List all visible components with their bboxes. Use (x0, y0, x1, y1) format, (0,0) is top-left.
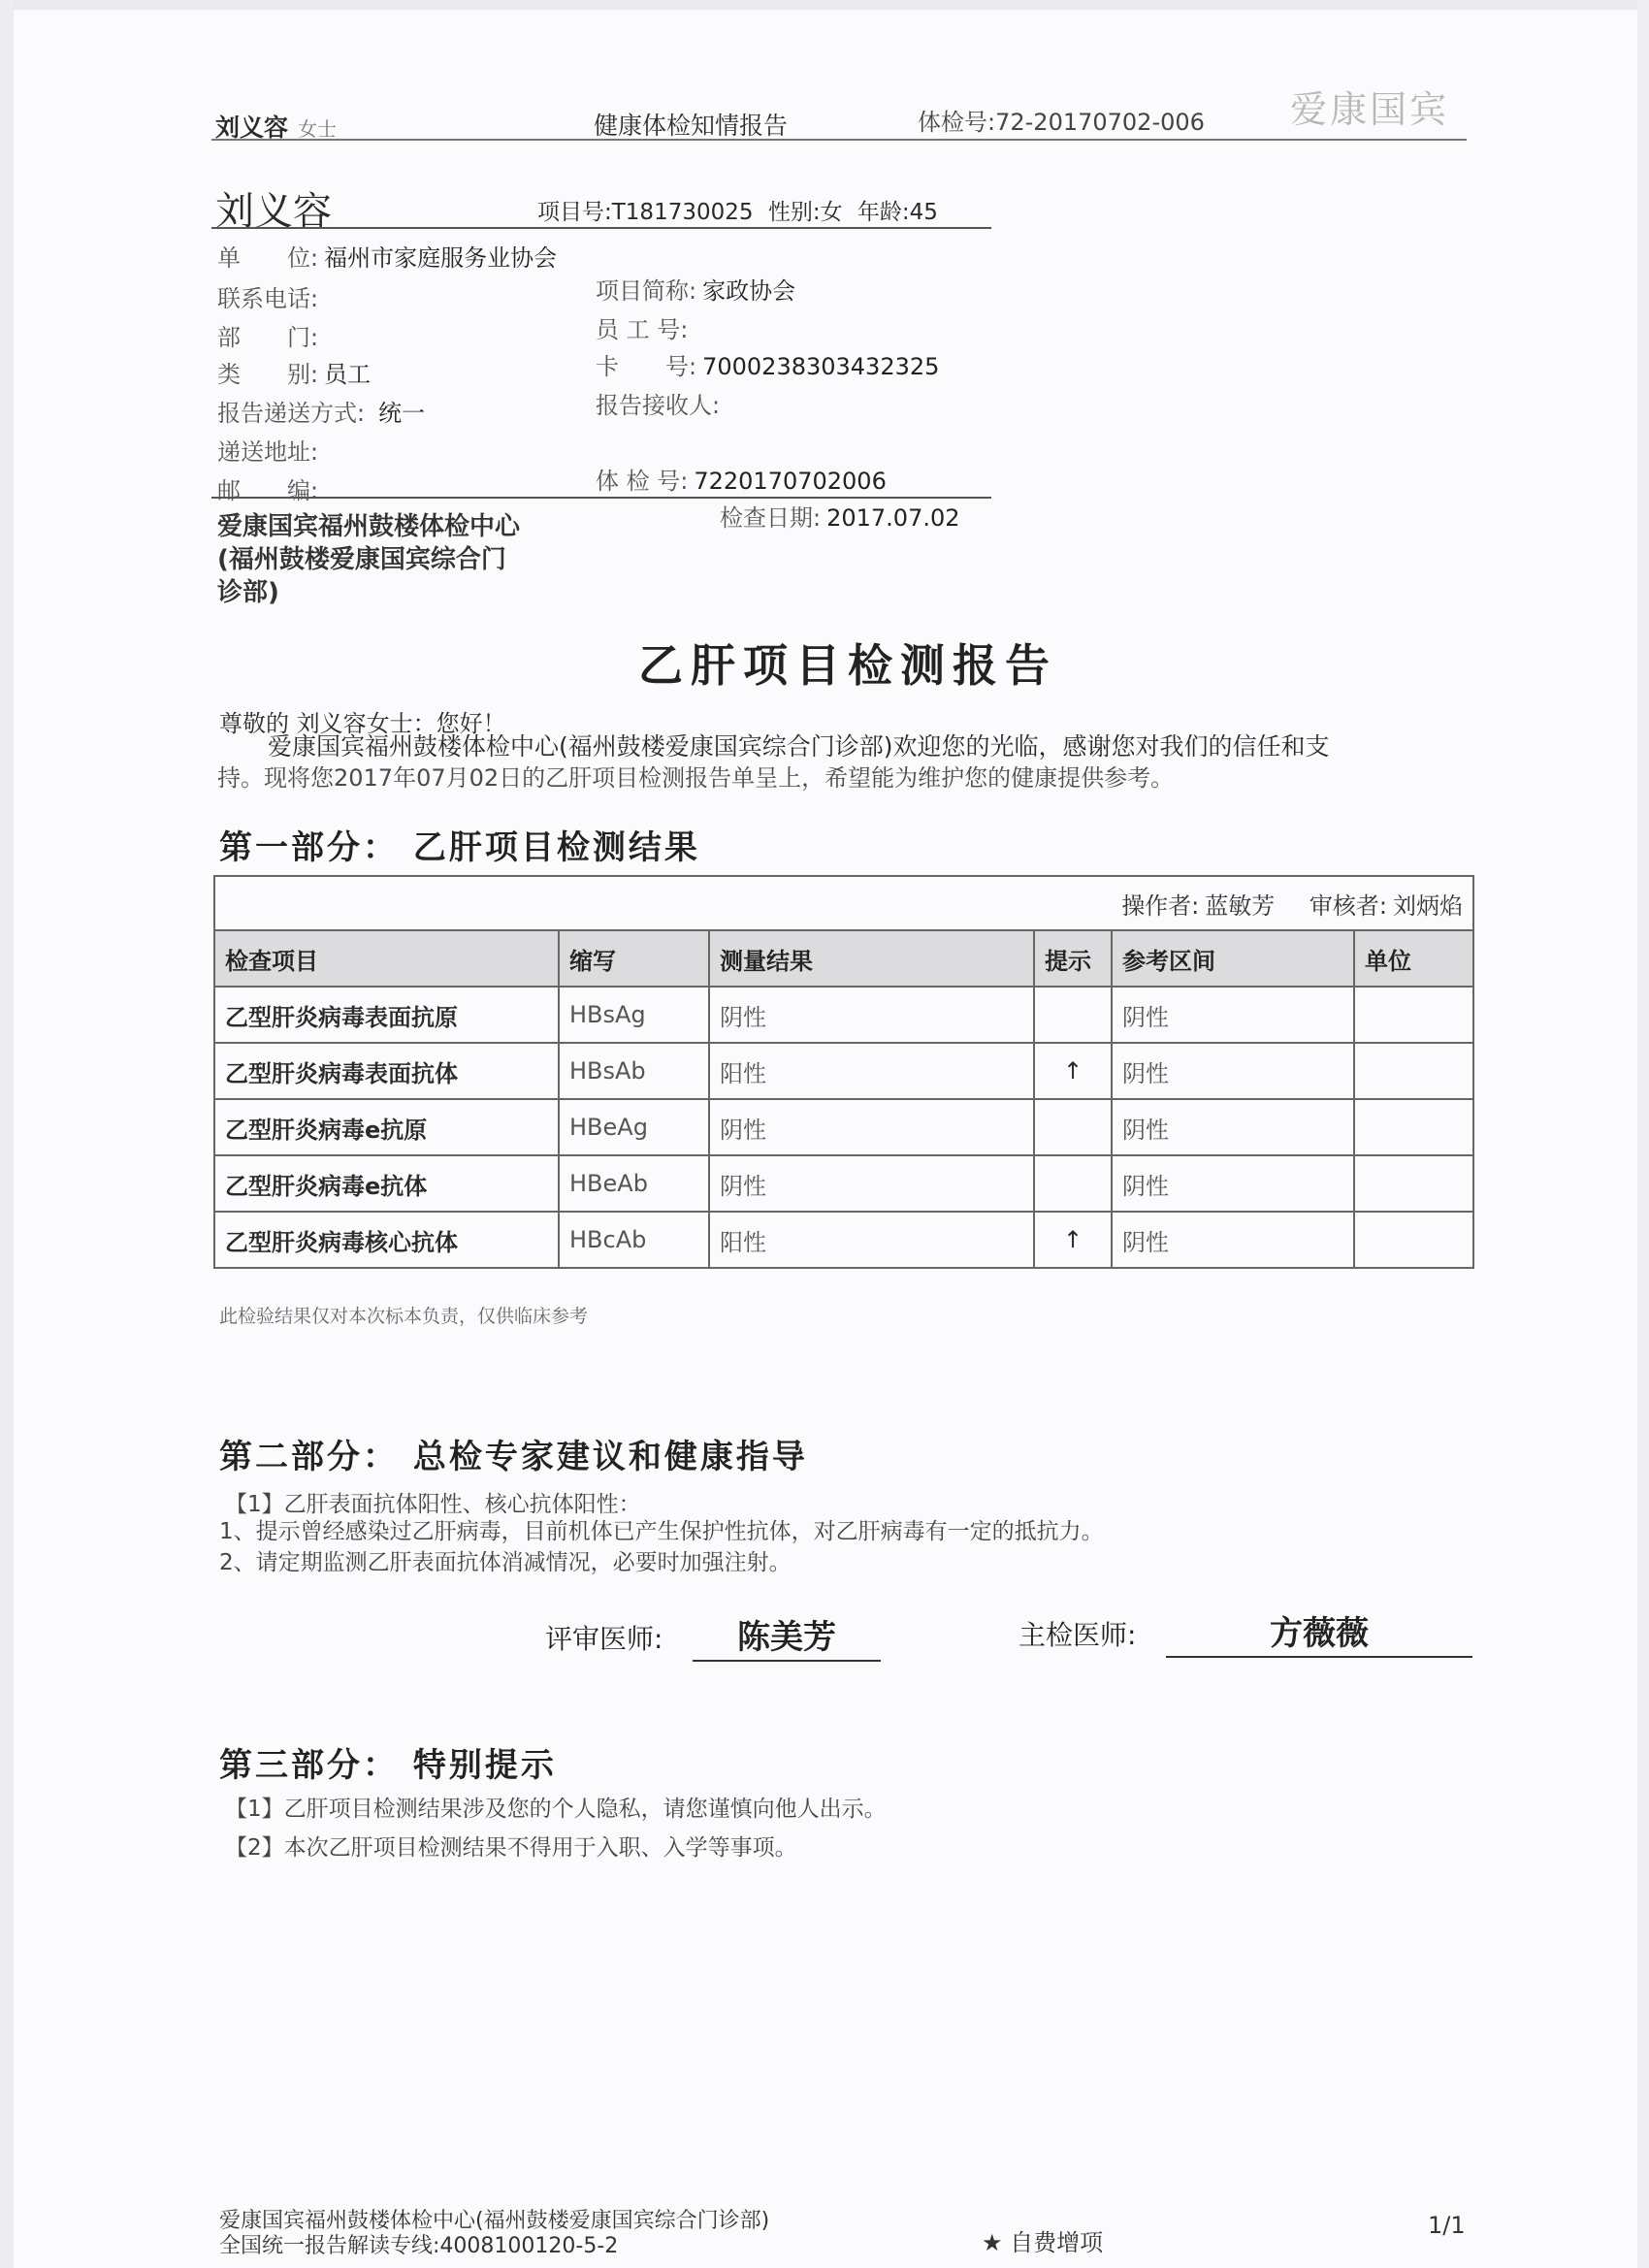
cell-abbr: HBcAb (559, 1212, 709, 1268)
cell-unit (1354, 1212, 1473, 1268)
col-header-flag: 提示 (1034, 930, 1112, 987)
header-exam-no: 体检号:72-20170702-006 (918, 109, 1205, 136)
cell-item: 乙型肝炎病毒核心抗体 (214, 1212, 559, 1268)
cell-unit (1354, 987, 1473, 1043)
cell-abbr: HBsAg (559, 987, 709, 1043)
col-header-result: 测量结果 (709, 930, 1034, 987)
staff-no-label: 员 工 号: (596, 316, 689, 343)
cell-result: 阳性 (709, 1212, 1034, 1268)
cell-result: 阳性 (709, 1043, 1034, 1099)
greeting: 尊敬的 刘义容女士：您好！ (219, 710, 506, 737)
cell-ref: 阴性 (1112, 1212, 1354, 1268)
cell-flag: ↑ (1034, 1043, 1112, 1099)
cell-result: 阴性 (709, 1099, 1034, 1155)
intro-line-2: 持。现将您2017年07月02日的乙肝项目检测报告单呈上，希望能为维护您的健康提供参考。 (217, 764, 1175, 792)
cell-flag (1034, 987, 1112, 1043)
phone-label: 联系电话: (217, 285, 319, 312)
reviewer-name: 刘炳焰 (1393, 891, 1464, 920)
col-header-unit: 单位 (1354, 930, 1473, 987)
col-header-item: 检查项目 (214, 930, 559, 987)
col-header-ref: 参考区间 (1112, 930, 1354, 987)
scan-edge-top (0, 0, 1649, 10)
org-name-line3: 诊部) (217, 578, 279, 607)
notice-line-2: 【2】本次乙肝项目检测结果不得用于入职、入学等事项。 (225, 1835, 797, 1861)
scan-edge-right (1637, 0, 1649, 2268)
exam-id-row: 体 检 号: 7220170702006 (596, 468, 887, 495)
header-divider (211, 139, 1467, 141)
cell-item: 乙型肝炎病毒表面抗原 (214, 987, 559, 1043)
operator-label: 操作者: (1121, 891, 1200, 920)
page-number: 1/1 (1428, 2212, 1466, 2239)
cell-item: 乙型肝炎病毒e抗体 (214, 1155, 559, 1212)
results-table (213, 875, 1474, 1269)
table-row (214, 987, 1473, 1043)
cell-item: 乙型肝炎病毒表面抗体 (214, 1043, 559, 1099)
cell-unit (1354, 1099, 1473, 1155)
notice-line-1: 【1】乙肝项目检测结果涉及您的个人隐私，请您谨慎向他人出示。 (225, 1797, 887, 1822)
exam-date: 检查日期: 2017.07.02 (720, 504, 960, 532)
cell-result: 阴性 (709, 987, 1034, 1043)
cell-flag (1034, 1099, 1112, 1155)
col-header-abbr: 缩写 (559, 930, 709, 987)
unit-row: 单 位: 福州市家庭服务业协会 (217, 244, 558, 272)
cell-unit (1354, 1043, 1473, 1099)
advice-heading: 【1】乙肝表面抗体阳性、核心抗体阳性： (225, 1492, 641, 1517)
table-header-row (214, 930, 1473, 987)
header-honorific: 女士 (298, 117, 338, 141)
footer-org: 爱康国宾福州鼓楼体检中心(福州鼓楼爱康国宾综合门诊部) (219, 2209, 770, 2233)
cell-flag (1034, 1155, 1112, 1212)
patient-meta: 项目号:T181730025 性别:女 年龄:45 (537, 200, 938, 225)
cell-unit (1354, 1155, 1473, 1212)
cell-abbr: HBeAb (559, 1155, 709, 1212)
category-row: 类 别: 员工 (217, 361, 372, 388)
table-row (214, 1155, 1473, 1212)
report-title: 乙肝项目检测报告 (638, 639, 1057, 692)
table-row (214, 1212, 1473, 1268)
reviewer-label: 审核者: (1309, 891, 1388, 920)
cell-result: 阴性 (709, 1155, 1034, 1212)
reviewer-doctor-label: 评审医师: (545, 1623, 663, 1655)
dept-label: 部 门: (217, 324, 319, 351)
operator-cell (214, 876, 1473, 930)
results-note: 此检验结果仅对本次标本负责，仅供临床参考 (219, 1306, 589, 1327)
cell-ref: 阴性 (1112, 1043, 1354, 1099)
table-row (214, 1043, 1473, 1099)
zip-label: 邮 编: (217, 477, 319, 504)
org-name-line1: 爱康国宾福州鼓楼体检中心 (217, 512, 521, 541)
operator-row (214, 876, 1473, 930)
brand-logo: 爱康国宾 (1290, 88, 1450, 131)
advice-line-2: 2、请定期监测乙肝表面抗体消减情况，必要时加强注射。 (219, 1550, 792, 1575)
cell-ref: 阴性 (1112, 987, 1354, 1043)
operator-name: 蓝敏芳 (1205, 891, 1276, 920)
header-patient-name: 刘义容 女士 (215, 113, 338, 142)
cell-abbr: HBeAg (559, 1099, 709, 1155)
section2-title: 第二部分： 总检专家建议和健康指导 (219, 1438, 808, 1476)
chief-doctor-signature: 方薇薇 (1166, 1606, 1472, 1658)
footer-star-note: ★ 自费增项 (982, 2229, 1104, 2256)
cell-flag: ↑ (1034, 1212, 1112, 1268)
info-top-divider (211, 227, 991, 229)
footer-hotline: 全国统一报告解读专线:4008100120-5-2 (219, 2234, 619, 2258)
chief-doctor-label: 主检医师: (1018, 1619, 1137, 1651)
advice-line-1: 1、提示曾经感染过乙肝病毒，目前机体已产生保护性抗体，对乙肝病毒有一定的抵抗力。 (219, 1519, 1104, 1544)
section3-title: 第三部分： 特别提示 (219, 1746, 557, 1785)
card-row: 卡 号: 7000238303432325 (596, 353, 940, 380)
delivery-row: 报告递送方式: 统一 (217, 400, 426, 427)
cell-ref: 阴性 (1112, 1155, 1354, 1212)
header-doc-title: 健康体检知情报告 (594, 112, 789, 140)
project-abbr-row: 项目简称: 家政协会 (596, 277, 796, 305)
cell-item: 乙型肝炎病毒e抗原 (214, 1099, 559, 1155)
cell-abbr: HBsAb (559, 1043, 709, 1099)
section1-title: 第一部分： 乙肝项目检测结果 (219, 828, 700, 867)
table-row (214, 1099, 1473, 1155)
scan-edge-left (0, 0, 14, 2268)
receiver-label: 报告接收人: (596, 392, 721, 419)
intro-line-1: 爱康国宾福州鼓楼体检中心(福州鼓楼爱康国宾综合门诊部)欢迎您的光临，感谢您对我们的信任和支 (268, 732, 1330, 761)
org-name-line2: (福州鼓楼爱康国宾综合门 (217, 545, 506, 574)
reviewer-doctor-signature: 陈美芳 (693, 1610, 881, 1662)
address-label: 递送地址: (217, 438, 319, 466)
patient-name: 刘义容 (215, 189, 332, 234)
cell-ref: 阴性 (1112, 1099, 1354, 1155)
